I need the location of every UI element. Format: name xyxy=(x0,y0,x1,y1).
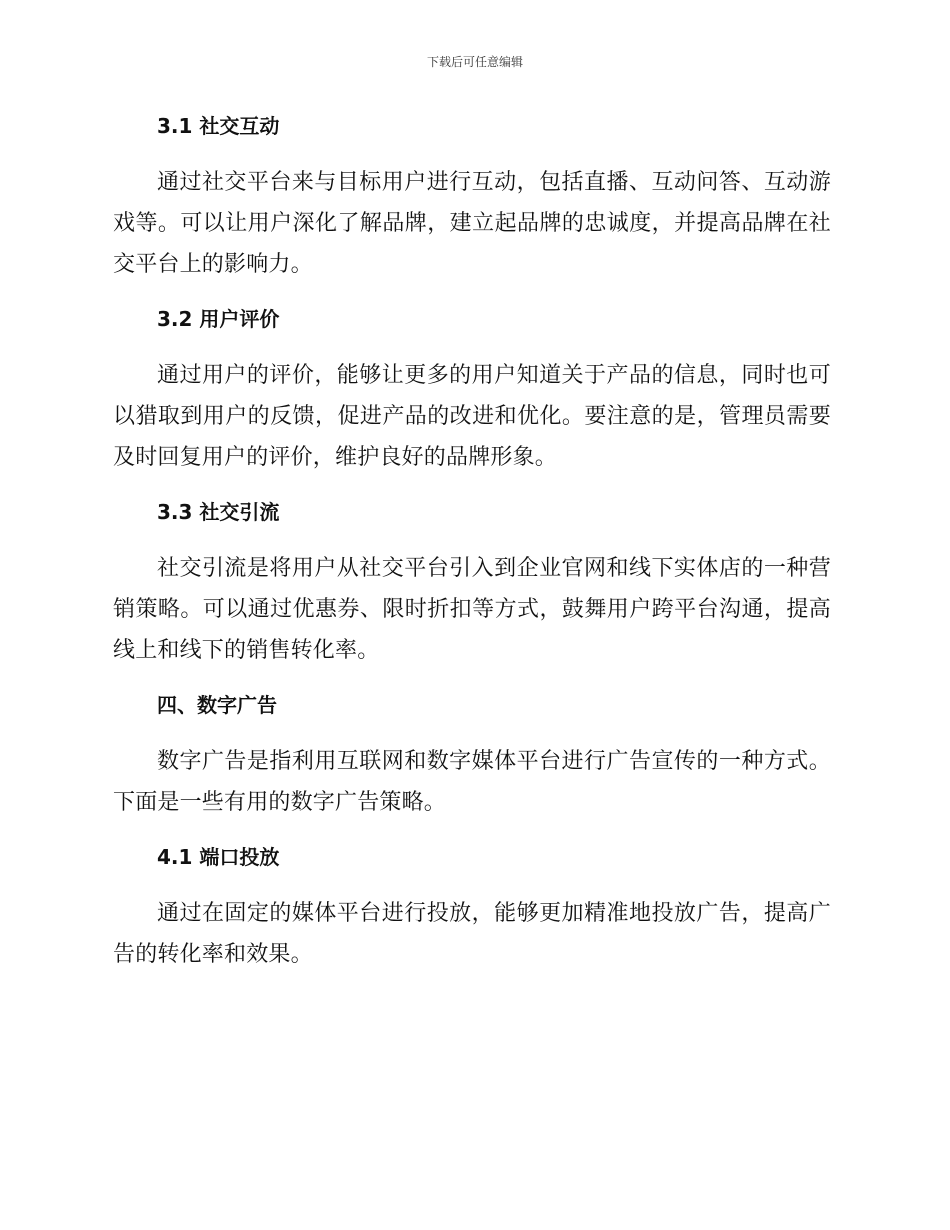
section-paragraph-3-1: 通过社交平台来与目标用户进行互动，包括直播、互动问答、互动游戏等。可以让用户深化了解品牌，建立起品牌的忠诚度，并提高品牌在社交平台上的影响力。 xyxy=(113,170,831,277)
section-heading-3-3: 3.3 社交引流 xyxy=(157,500,280,524)
section-paragraph-4-1: 通过在固定的媒体平台进行投放，能够更加精准地投放广告，提高广告的转化率和效果。 xyxy=(113,901,831,967)
section-heading-3-1: 3.1 社交互动 xyxy=(157,114,280,138)
document-body xyxy=(113,110,831,993)
section-heading-4-1: 4.1 端口投放 xyxy=(157,845,280,869)
section-paragraph-3-2: 通过用户的评价，能够让更多的用户知道关于产品的信息，同时也可以猎取到用户的反馈，促进产品的改进和优化。要注意的是，管理员需要及时回复用户的评价，维护良好的品牌形象。 xyxy=(113,363,831,470)
section-heading-3-2: 3.2 用户评价 xyxy=(157,307,280,331)
section-paragraph-3-3: 社交引流是将用户从社交平台引入到企业官网和线下实体店的一种营销策略。可以通过优惠券、限时折扣等方式，鼓舞用户跨平台沟通，提高线上和线下的销售转化率。 xyxy=(113,556,831,663)
section-heading-4: 四、数字广告 xyxy=(157,693,277,717)
header-note: 下载后可任意编辑 xyxy=(426,55,523,69)
section-paragraph-4: 数字广告是指利用互联网和数字媒体平台进行广告宣传的一种方式。下面是一些有用的数字广告策略。 xyxy=(113,749,831,815)
